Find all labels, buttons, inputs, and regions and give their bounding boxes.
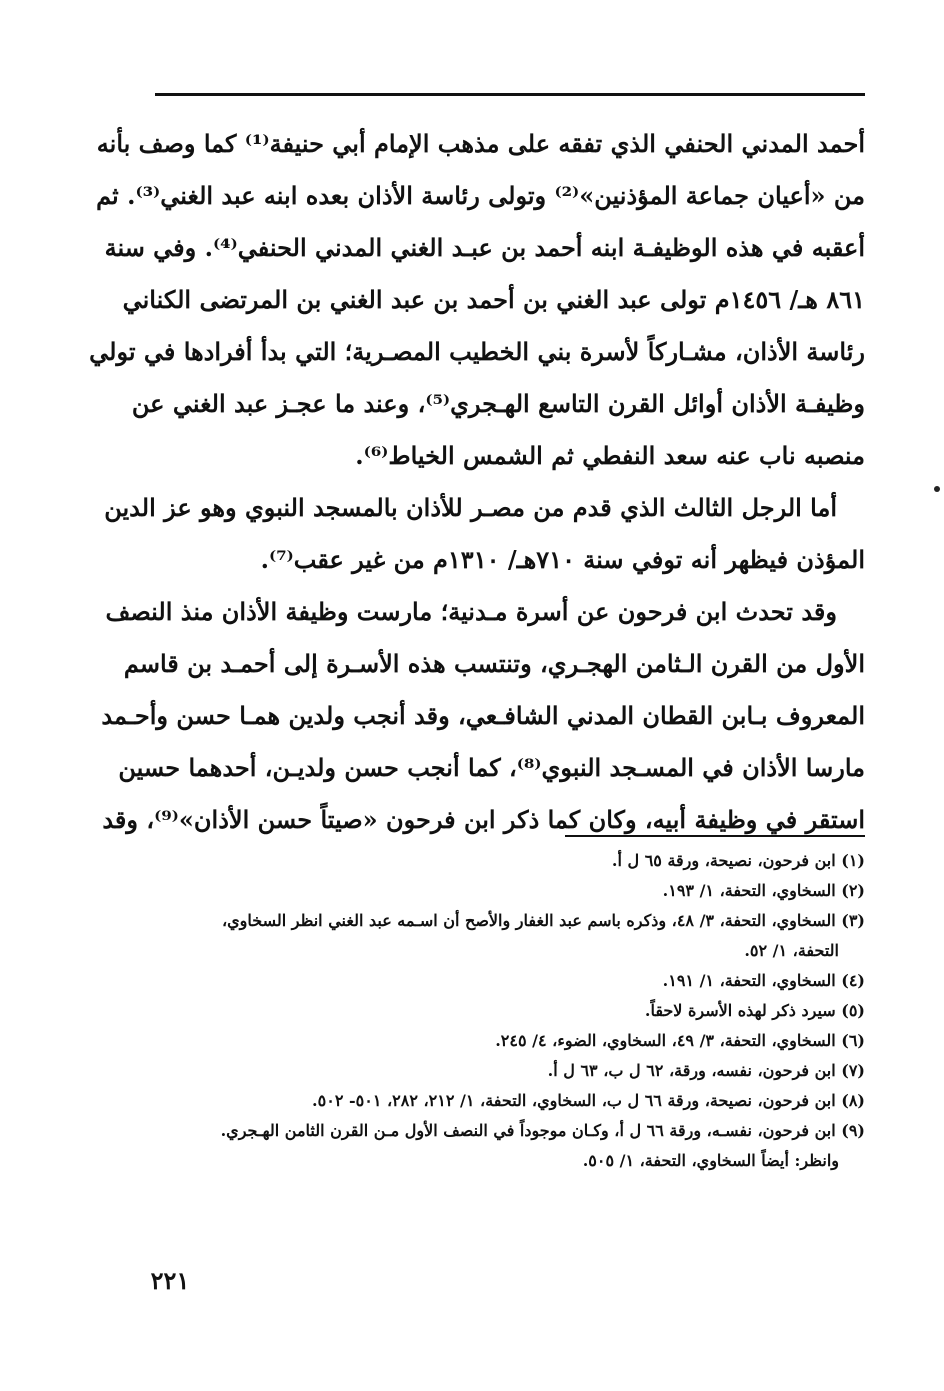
body-line: وقد تحدث ابن فرحون عن أسرة مـدنية؛ مارست وظيفة الأذان منذ النصف <box>105 597 837 626</box>
header-rule <box>155 93 865 96</box>
footnote: (٥) سيرد ذكر لهذه الأسرة لاحقاً. <box>644 1001 865 1020</box>
body-line: المعروف بـابن القطان المدني الشافـعي، وقد أنجب ولدين همـا حسن وأحـمد <box>101 701 865 730</box>
body-line: مارسا الأذان في المسـجد النبوي⁽⁸⁾، كما أنجب حسن ولديـن، أحدهما حسين <box>118 753 865 782</box>
footnote-continuation: وانظر: أيضاً السخاوي، التحفة، ١/ ٥٠٥. <box>582 1151 839 1170</box>
page-number: ٢٢١ <box>150 1266 190 1295</box>
body-line: أحمد المدني الحنفي الذي تفقه على مذهب الإمام أبي حنيفة⁽¹⁾ كما وصف بأنه <box>96 129 865 158</box>
body-line: وظيفـة الأذان أوائل القرن التاسع الهـجري⁽⁵⁾، وعند ما عجـز عبد الغني عن <box>131 389 865 418</box>
body-line: أعقبه في هذه الوظيفـة ابنه أحمد بن عبـد الغني المدني الحنفي⁽⁴⁾. وفي سنة <box>104 233 865 262</box>
footnote: (٢) السخاوي، التحفة، ١/ ١٩٣. <box>662 881 865 900</box>
footnote: (٨) ابن فرحون، نصيحة، ورقة ٦٦ ل ب، السخاوي، التحفة، ١/ ٢١٢، ٢٨٢، ٥٠١- ٥٠٢. <box>312 1091 865 1110</box>
body-line: من «أعيان جماعة المؤذنين»⁽²⁾ وتولى رئاسة الأذان بعده ابنه عبد الغني⁽³⁾. ثم <box>96 181 865 210</box>
body-line: أما الرجل الثالث الذي قدم من مصـر للأذان بالمسجد النبوي وهو عز الدين <box>104 493 837 522</box>
footnote: (٣) السخاوي، التحفة، ٣/ ٤٨، وذكره باسم عبد الغفار والأصح أن اسـمه عبد الغني انظر السخاوي، <box>221 911 865 930</box>
footnote: (١) ابن فرحون، نصيحة، ورقة ٦٥ ل أ. <box>611 851 865 870</box>
body-line: المؤذن فيظهر أنه توفي سنة ٧١٠هـ/ ١٣١٠م من غير عقب⁽⁷⁾. <box>260 545 865 574</box>
body-line: الأول من القرن الـثامن الهجـري، وتنتسب هذه الأسـرة إلى أحمـد بن قاسم <box>123 649 865 678</box>
body-line: استقر في وظيفة أبيه، وكان كما ذكر ابن فرحون «صيتاً حسن الأذان»⁽⁹⁾، وقد <box>102 805 865 834</box>
main-text <box>89 118 865 846</box>
footnote-continuation: التحفة، ١/ ٥٢. <box>744 941 839 960</box>
footnote-rule <box>565 835 865 837</box>
footnote: (٩) ابن فرحون، نفسـه، ورقة ٦٦ ل أ، وكـان موجوداً في النصف الأول مـن القرن الثامن الهـجري. <box>220 1121 865 1140</box>
footnotes <box>150 846 865 1176</box>
body-line: ٨٦١ هـ/ ١٤٥٦م تولى عبد الغني بن أحمد بن عبد الغني بن المرتضى الكناني <box>122 285 865 314</box>
footnote: (٦) السخاوي، التحفة، ٣/ ٤٩، السخاوي، الضوء، ٤/ ٢٤٥. <box>495 1031 865 1050</box>
footnote: (٤) السخاوي، التحفة، ١/ ١٩١. <box>662 971 865 990</box>
body-line: منصبه ناب عنه سعد النفطي ثم الشمس الخياط⁽⁶⁾. <box>355 441 865 470</box>
body-line: رئاسة الأذان، مشـاركاً لأسرة بني الخطيب المصـرية؛ التي بدأ أفرادها في تولي <box>89 337 865 366</box>
margin-mark <box>934 486 940 492</box>
footnote: (٧) ابن فرحون، نفسه، ورقة، ٦٢ ل ب، ٦٣ ل أ. <box>547 1061 865 1080</box>
